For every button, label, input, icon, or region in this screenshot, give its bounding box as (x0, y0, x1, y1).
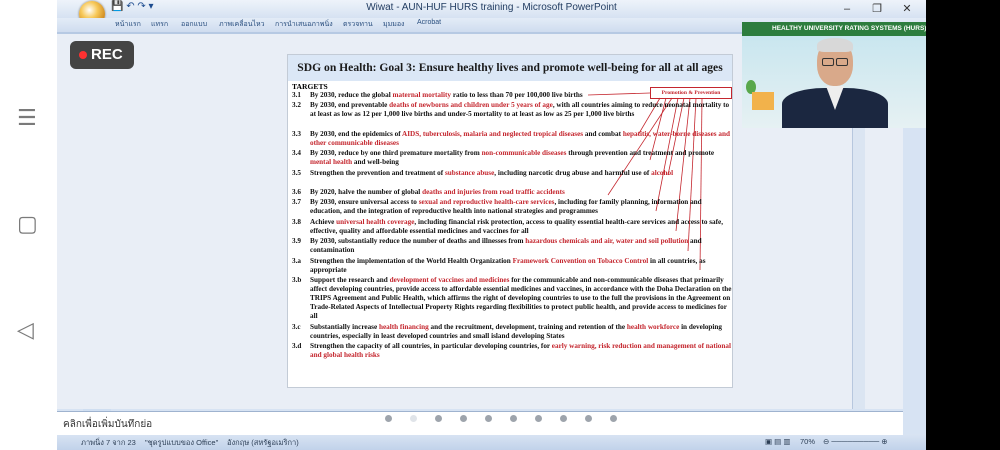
target-text-segment: and the recruitment, development, training and retention of the (428, 322, 627, 331)
webcam-banner (742, 22, 926, 36)
target-number: 3.2 (292, 101, 301, 110)
target-text-segment: By 2030, reduce the global (310, 91, 393, 99)
target-text-segment: Strengthen the prevention and treatment of (310, 168, 445, 177)
highlighted-term: sexual and reproductive health-care services (418, 198, 555, 207)
target-text-segment: Achieve (310, 217, 337, 226)
target-text-segment: ratio to less than 70 per 100,000 live births (451, 91, 583, 99)
target-number: 3.5 (292, 168, 301, 177)
theme-name: "ชุดรูปแบบของ Office" (145, 438, 219, 447)
view-buttons[interactable]: ▣ ▤ ▥ (765, 437, 791, 446)
target-text-segment: Strengthen the capacity of all countries, in particular developing countries, for (310, 342, 552, 350)
highlighted-term: early warning, risk reduction and management of national and global health risks (310, 342, 731, 360)
target-number: 3.a (292, 256, 301, 265)
back-icon[interactable]: ◁ (17, 318, 34, 343)
webcam-banner-text: HEALTHY UNIVERSITY RATING SYSTEMS (HURS) (772, 25, 926, 32)
target-number: 3.d (292, 342, 302, 350)
target-text (310, 342, 732, 360)
record-dot-icon (79, 51, 87, 59)
target-text-segment: By 2020, halve the number of global (310, 188, 423, 196)
target-text-segment: and combat (583, 129, 623, 138)
target-text (310, 130, 732, 148)
vertical-scrollbar[interactable] (852, 128, 865, 409)
target-number: 3.6 (292, 188, 301, 196)
target-text (310, 237, 732, 255)
recording-label: REC (91, 46, 123, 63)
highlighted-term: hazardous chemicals and air, water and soil pollution (525, 237, 689, 246)
promotion-prevention-label: Promotion & Prevention (650, 87, 732, 99)
target-number: 3.7 (292, 198, 301, 207)
status-bar (57, 434, 926, 450)
target-text (310, 149, 732, 167)
target-text-segment: in developing countries, especially in least developed countries and small island developing States (310, 322, 723, 340)
target-number: 3.9 (292, 237, 301, 246)
slide-counter: ภาพนิ่ง 7 จาก 23 (81, 438, 136, 447)
zoom-slider[interactable]: ⊖ ───────── ⊕ (823, 437, 888, 446)
highlighted-term: mental health (310, 158, 353, 167)
tab-animations[interactable]: ภาพเคลื่อนไหว (219, 21, 265, 28)
target-text-segment: By 2030, end the epidemics of (310, 129, 403, 138)
target-text (310, 169, 732, 178)
target-text-segment: By 2030, end preventable (310, 101, 390, 110)
glasses-icon (822, 58, 834, 66)
highlighted-term: development of vaccines and medicines (389, 275, 510, 284)
home-icon[interactable]: ▢ (17, 212, 38, 237)
target-text-segment: for the communicable and non-communicable diseases that primarily affect developing countries, provide access to affordable essential medicines and vaccines, in accordance with the Doha Declaration on the TRIPS Agreement and Public Health, which affirms the right of developing countries to use to the full the provisions in the Agreement on Trade-Related Aspects of Intellectual Property Rights regarding flexibilities to protect public health, and provide access to medicines for all (310, 275, 732, 321)
slide-title: SDG on Health: Goal 3: Ensure healthy lives and promote well-being for all at all ages (297, 61, 723, 74)
target-text-segment: , including for family planning, information and education, and the integration of reproductive health into national strategies and programmes (310, 198, 702, 216)
target-text (310, 101, 732, 119)
watermark-dots (330, 415, 630, 423)
highlighted-term: maternal mortality (392, 91, 452, 99)
tab-review[interactable]: ตรวจทาน (343, 21, 373, 28)
recording-indicator[interactable] (70, 41, 134, 69)
target-text-segment: By 2030, reduce by one third premature mortality from (310, 149, 482, 158)
target-text-segment: By 2030, ensure universal access to (310, 198, 419, 207)
target-text (310, 198, 732, 216)
highlighted-term: non-communicable diseases (481, 149, 567, 158)
highlighted-term: health financing (378, 322, 429, 331)
maximize-button[interactable]: ❐ (872, 3, 882, 15)
highlighted-term: alcohol (651, 168, 674, 177)
phone-side-bar-right (926, 0, 1000, 450)
highlighted-term: Framework Convention on Tobacco Control (512, 256, 649, 265)
notes-placeholder: คลิกเพื่อเพิ่มบันทึกย่อ (63, 419, 153, 430)
target-text-segment: , with all countries aiming to reduce neonatal mortality to at least as low as 12 per 1,000 live births and under-5 mortality to at least as low as 25 per 1,000 live births (310, 101, 730, 119)
target-text (310, 91, 732, 100)
tab-home[interactable]: หน้าแรก (115, 21, 141, 28)
tab-acrobat[interactable]: Acrobat (417, 19, 442, 26)
target-number: 3.4 (292, 149, 301, 158)
target-text-segment: Substantially increase (310, 322, 379, 331)
window-title: Wiwat - AUN-HUF HURS training - Microsoft PowerPoint (366, 2, 617, 13)
zoom-level[interactable]: 70% (800, 437, 816, 446)
menu-icon[interactable]: ☰ (17, 106, 37, 131)
minimize-button[interactable]: – (843, 3, 851, 15)
close-button[interactable]: ✕ (902, 3, 912, 15)
highlighted-term: substance abuse (444, 168, 495, 177)
language-indicator[interactable]: อังกฤษ (สหรัฐอเมริกา) (227, 438, 299, 447)
tab-design[interactable]: ออกแบบ (181, 21, 208, 28)
target-number: 3.b (292, 275, 302, 284)
target-text-segment: By 2030, substantially reduce the number of deaths and illnesses from (310, 237, 526, 246)
highlighted-term: health workforce (626, 322, 680, 331)
highlighted-term: hepatitis, water-borne diseases and other communicable diseases (310, 129, 730, 147)
phone-side-bar (0, 0, 57, 450)
target-number: 3.8 (292, 217, 301, 226)
target-text (310, 218, 732, 236)
target-text-segment: Support the research and (310, 275, 390, 284)
highlighted-term: deaths and injuries from road traffic accidents (422, 188, 565, 196)
target-text-segment: Strengthen the implementation of the World Health Organization (310, 256, 513, 265)
tab-view[interactable]: มุมมอง (383, 21, 405, 28)
highlighted-term: AIDS, tuberculosis, malaria and neglected tropical diseases (402, 129, 584, 138)
tab-insert[interactable]: แทรก (151, 21, 169, 28)
target-text (310, 188, 732, 197)
quick-access-toolbar[interactable]: 💾 ↶ ↷ ▾ (111, 1, 154, 12)
tab-slideshow[interactable]: การนำเสนอภาพนิ่ง (275, 21, 333, 28)
highlighted-term: deaths of newborns and children under 5 years of age (389, 101, 553, 110)
glasses-icon (836, 58, 848, 66)
target-text-segment: and well-being (352, 158, 399, 167)
targets-heading: TARGETS (292, 82, 328, 91)
target-number: 3.1 (292, 91, 301, 99)
target-text-segment: in all countries, as appropriate (310, 256, 706, 274)
target-number: 3.c (292, 322, 301, 331)
target-text-segment: and contamination (310, 237, 702, 255)
target-text-segment: , including financial risk protection, access to quality essential health-care services and access to safe, effective, quality and affordable essential medicines and vaccines for all (310, 217, 723, 235)
target-text-segment: through prevention and treatment and promote (566, 149, 715, 158)
target-text-segment: , including narcotic drug abuse and harmful use of (494, 168, 652, 177)
slide[interactable] (287, 54, 733, 388)
target-text (310, 276, 732, 321)
highlighted-term: universal health coverage (336, 217, 415, 226)
target-text (310, 323, 732, 341)
house-graphic (752, 92, 774, 110)
presenter-hair (817, 38, 853, 52)
target-number: 3.3 (292, 129, 301, 138)
webcam-feed (742, 22, 926, 128)
target-text (310, 257, 732, 275)
